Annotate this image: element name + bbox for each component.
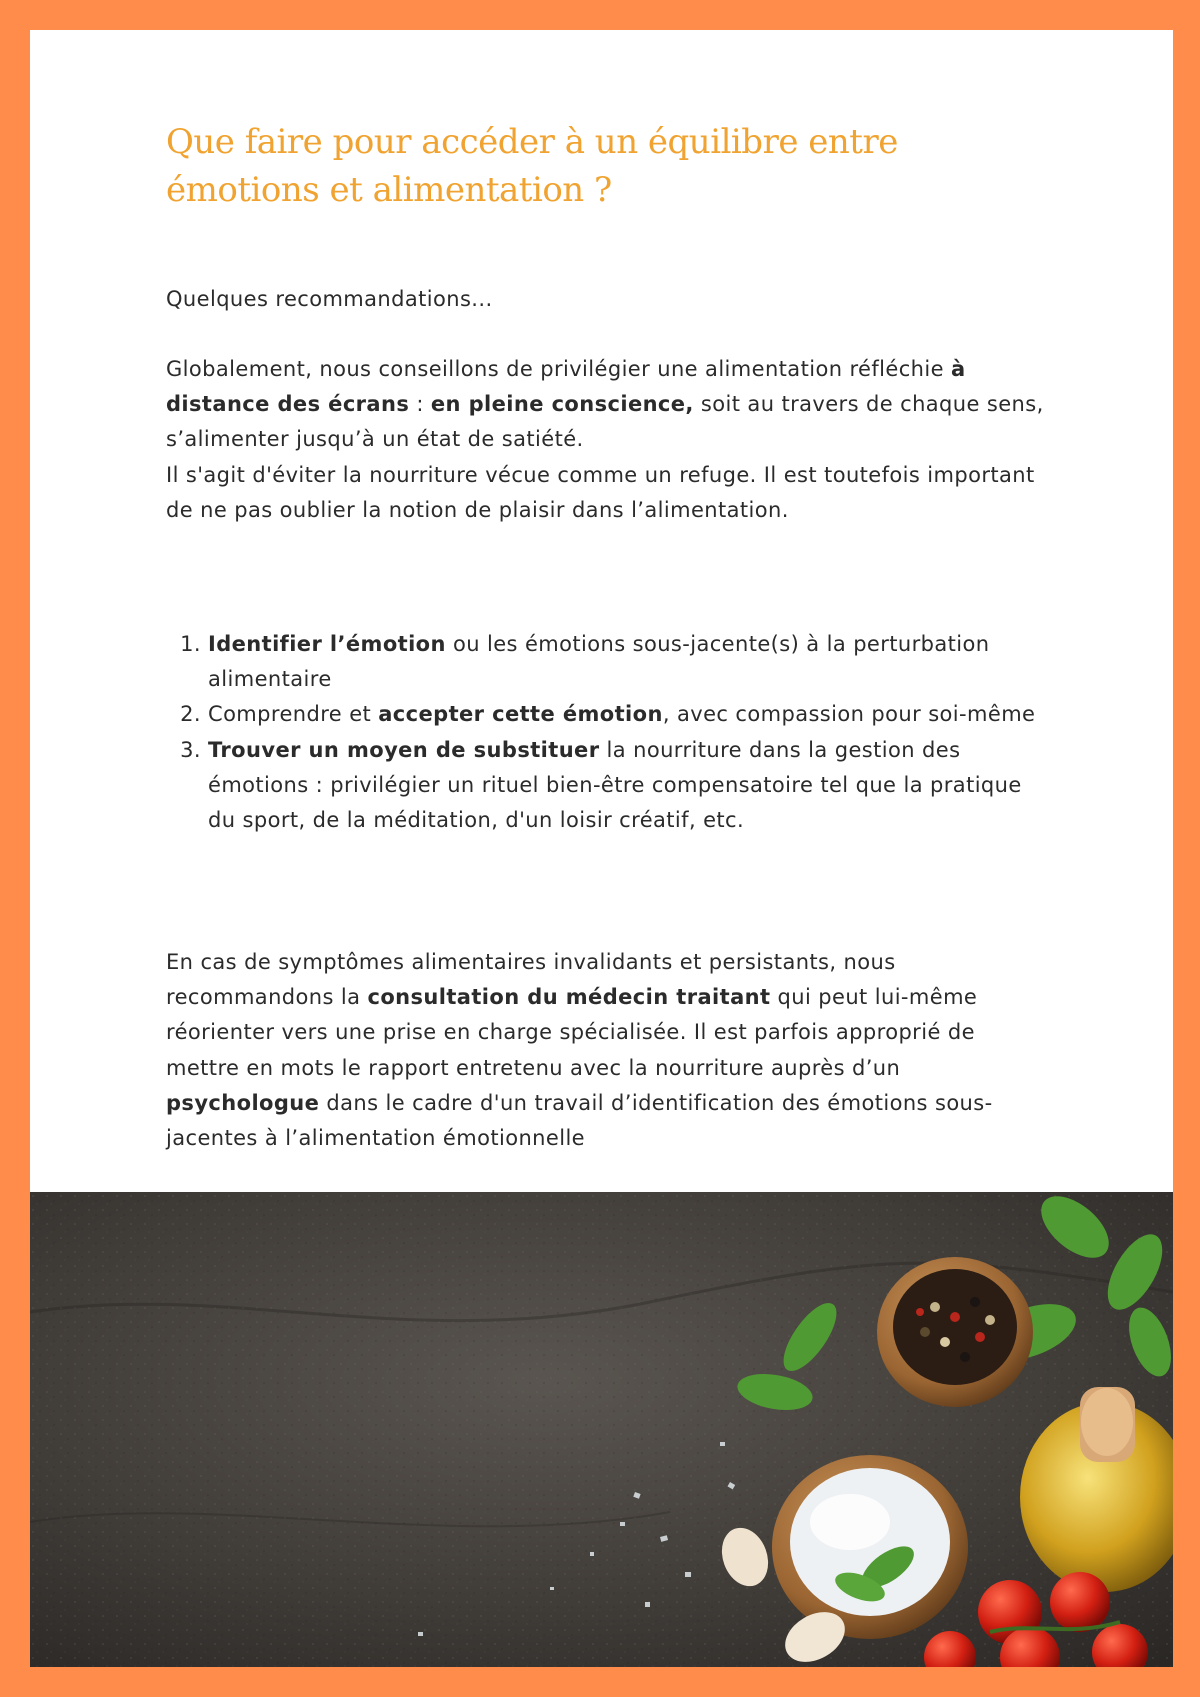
- paragraph-consultation: En cas de symptômes alimentaires invalidants et persistants, nous recommandons la consultation du médecin traitant qui peut lui-même réorienter vers une prise en charge spécialisée. Il est parfois approprié de mettre en mots le rapport entretenu avec la nourriture auprès d’un psychologue dans le cadre d'un travail d’identification des émotions sous-jacentes à l’alimentation émotionnelle: [166, 950, 993, 1151]
- paragraph-recommendations: Globalement, nous conseillons de privilégier une alimentation réfléchie à distance des écrans : en pleine conscience, soit au travers de chaque sens, s’alimenter jusqu’à un état de satiété. Il s'agit d'éviter la nourriture vécue comme un refuge. Il est toutefois important de ne pas oublier la notion de plaisir dans l’alimentation.: [166, 357, 1044, 522]
- list-item: 2. Comprendre et accepter cette émotion, avec compassion pour soi-même: [208, 697, 1046, 732]
- list-item: 3. Trouver un moyen de substituer la nourriture dans la gestion des émotions : privilégier un rituel bien-être compensatoire tel que la pratique du sport, de la méditation, d'un loisir créatif, etc.: [208, 733, 1046, 839]
- page-title: Que faire pour accéder à un équilibre entre émotions et alimentation ?: [166, 122, 898, 210]
- steps-list: [166, 627, 1046, 838]
- emphasis-screens: à distance des écrans: [166, 357, 966, 417]
- spices-illustration: [30, 1192, 1173, 1667]
- document-page: [30, 30, 1173, 1667]
- emphasis-psychologist: psychologue: [166, 1090, 320, 1115]
- emphasis-mindfulness: en pleine conscience,: [430, 392, 694, 417]
- list-item: 1. Identifier l’émotion ou les émotions sous-jacente(s) à la perturbation alimentaire: [208, 627, 1046, 697]
- spices-photo: [30, 1192, 1173, 1667]
- intro-text: Quelques recommandations...: [166, 287, 493, 311]
- emphasis-doctor: consultation du médecin traitant: [367, 985, 771, 1010]
